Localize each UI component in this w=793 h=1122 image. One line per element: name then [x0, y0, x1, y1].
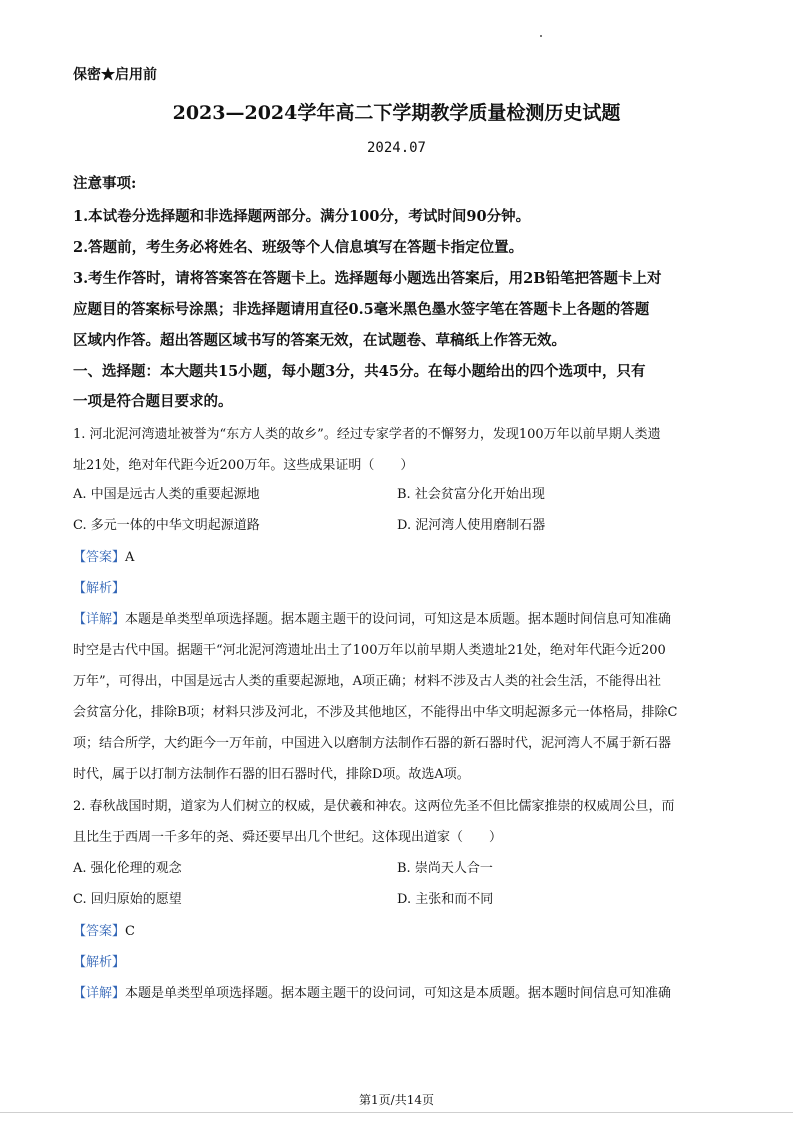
option-a: A. 强化伦理的观念	[73, 861, 182, 876]
notice-item: 区域内作答。超出答题区域书写的答案无效，在试题卷、草稿纸上作答无效。	[73, 332, 566, 349]
detail-line	[73, 608, 671, 627]
option-c: C. 多元一体的中华文明起源道路	[73, 518, 260, 533]
answer-tag: 【答案】	[73, 550, 126, 565]
notice-item: 1.本试卷分选择题和非选择题两部分。满分100分，考试时间90分钟。	[73, 208, 531, 225]
question-stem: 且比生于西周一千多年的尧、舜还要早出几个世纪。这体现出道家（ ）	[73, 830, 503, 845]
detail-text: 会贫富分化，排除B项；材料只涉及河北，不涉及其他地区，不能得出中华文明起源多元一体格局，排除C	[73, 705, 678, 720]
secrecy-label: 保密★启用前	[73, 67, 157, 83]
notice-item: 应题目的答案标号涂黑；非选择题请用直径0.5毫米黑色墨水签字笔在答题卡上各题的答题	[73, 301, 650, 318]
answer-value: C	[125, 924, 135, 939]
answer-line	[73, 546, 134, 565]
exam-date: 2024.07	[366, 140, 426, 156]
section-heading-cont: 一项是符合题目要求的。	[73, 393, 233, 410]
answer-tag: 【答案】	[73, 924, 126, 939]
analysis-tag: 【解析】	[73, 581, 126, 596]
detail-tag: 【详解】	[73, 986, 126, 1001]
answer-line	[73, 920, 135, 939]
option-d: D. 泥河湾人使用磨制石器	[397, 518, 546, 533]
exam-title: 2023—2024学年高二下学期教学质量检测历史试题	[172, 102, 621, 124]
answer-value: A	[125, 550, 135, 565]
detail-text: 时空是古代中国。据题干“河北泥河湾遗址出土了100万年以前早期人类遗址21处，绝对年代距今近200	[73, 643, 666, 658]
section-heading: 一、选择题：本大题共15小题，每小题3分，共45分。在每小题给出的四个选项中，只有	[73, 363, 646, 380]
question-stem: 1. 河北泥河湾遗址被誉为“东方人类的故乡”。经过专家学者的不懈努力，发现100万年以前早期人类遗	[73, 427, 661, 442]
scan-dot	[540, 35, 542, 37]
detail-text: 本题是单类型单项选择题。据本题主题干的设问词，可知这是本质题。据本题时间信息可知准确	[125, 986, 672, 1001]
option-b: B. 社会贫富分化开始出现	[397, 487, 545, 502]
question-stem: 址21处，绝对年代距今近200万年。这些成果证明（ ）	[73, 458, 414, 473]
analysis-tag: 【解析】	[73, 955, 126, 970]
question-stem: 2. 春秋战国时期，道家为人们树立的权威，是伏羲和神农。这两位先圣不但比儒家推崇的权威周公旦，而	[73, 799, 675, 814]
option-a: A. 中国是远古人类的重要起源地	[73, 487, 260, 502]
detail-text: 项；结合所学，大约距今一万年前，中国进入以磨制方法制作石器的新石器时代，泥河湾人不属于新石器	[73, 736, 672, 751]
option-c: C. 回归原始的愿望	[73, 892, 182, 907]
detail-text: 时代，属于以打制方法制作石器的旧石器时代，排除D项。故选A项。	[73, 767, 470, 782]
option-b: B. 崇尚天人合一	[397, 861, 493, 876]
page-number: 第1页/共14页	[359, 1093, 434, 1107]
option-d: D. 主张和而不同	[397, 892, 494, 907]
detail-tag: 【详解】	[73, 612, 126, 627]
detail-line	[73, 982, 671, 1001]
notice-item: 2.答题前，考生务必将姓名、班级等个人信息填写在答题卡指定位置。	[73, 239, 524, 256]
notice-item: 3.考生作答时，请将答案答在答题卡上。选择题每小题选出答案后，用2B铅笔把答题卡上对	[73, 270, 662, 287]
detail-text: 万年”，可得出，中国是远古人类的重要起源地，A项正确；材料不涉及古人类的社会生活，不能得出社	[73, 674, 662, 689]
bottom-rule	[0, 1112, 793, 1113]
detail-text: 本题是单类型单项选择题。据本题主题干的设问词，可知这是本质题。据本题时间信息可知准确	[125, 612, 672, 627]
notice-heading: 注意事项:	[73, 175, 137, 192]
